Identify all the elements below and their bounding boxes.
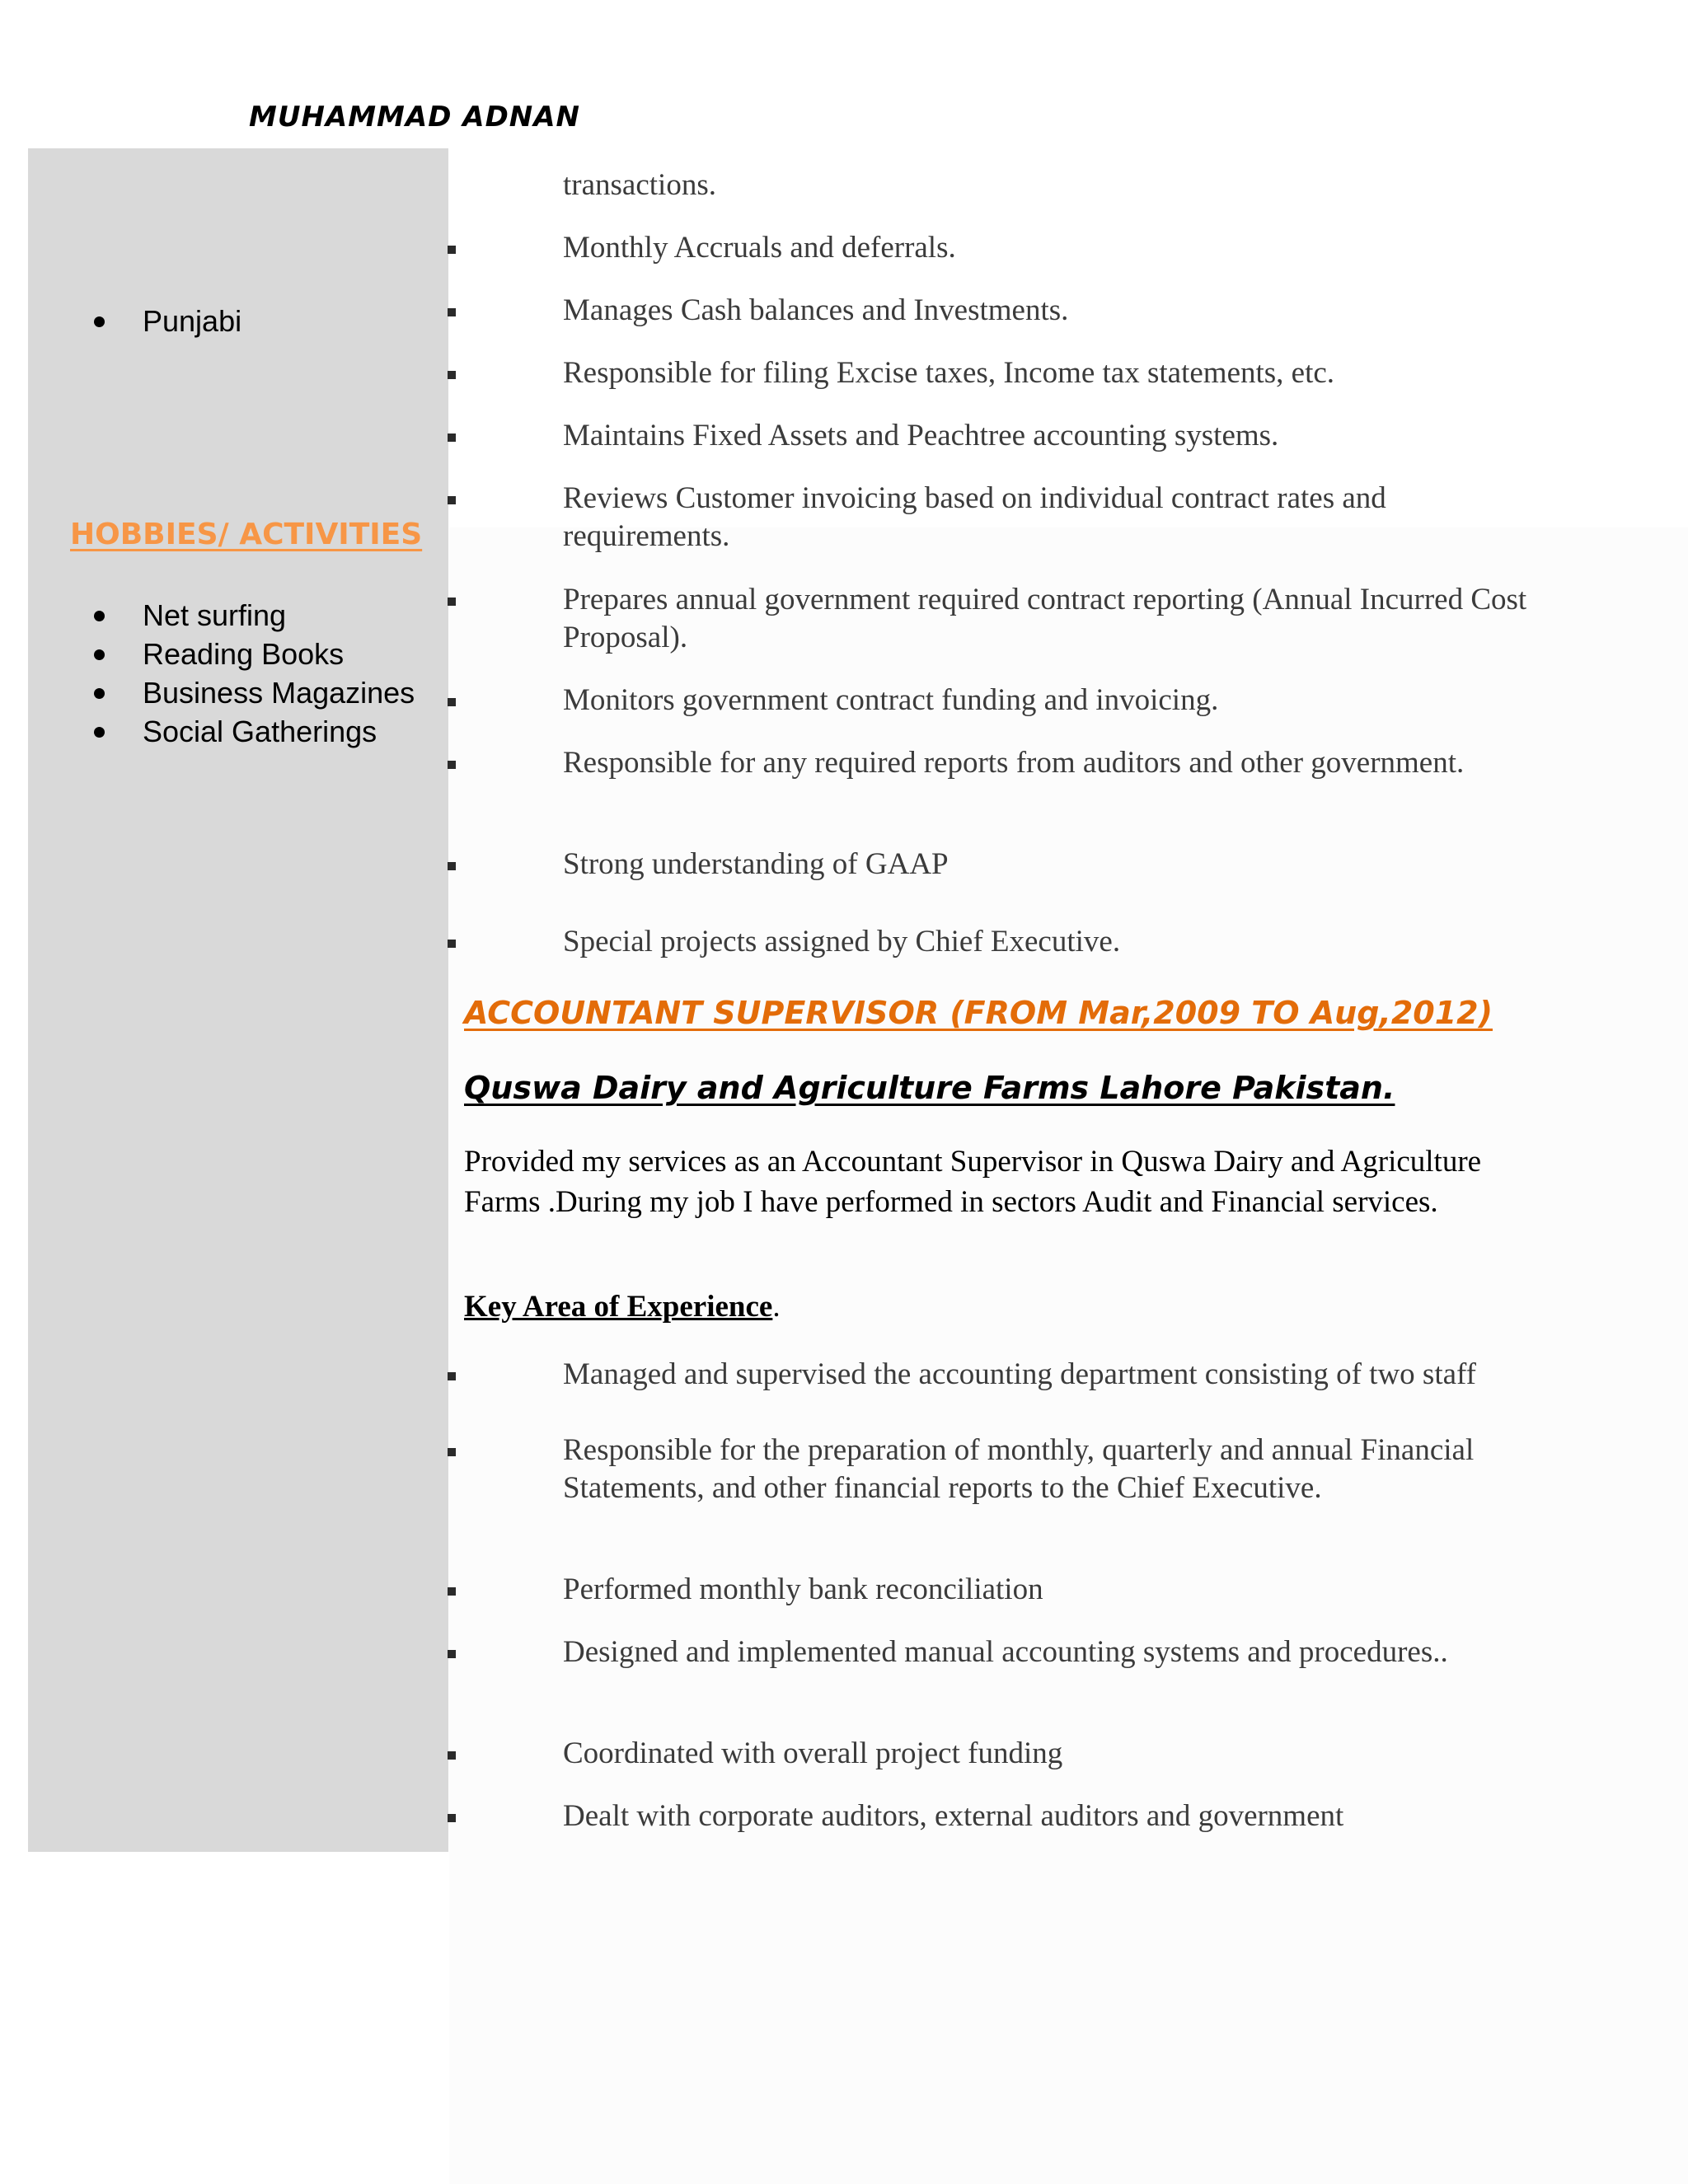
job-title: ACCOUNTANT SUPERVISOR (FROM Mar,2009 TO Aug,2012) bbox=[464, 995, 1493, 1031]
hobby-item bbox=[28, 596, 415, 635]
duty-item bbox=[563, 923, 1536, 961]
square-bullet-icon bbox=[448, 496, 456, 504]
square-bullet-icon bbox=[448, 1751, 456, 1760]
square-bullet-icon bbox=[448, 246, 456, 254]
duty-text: Monthly Accruals and deferrals. bbox=[563, 231, 956, 265]
key-area-heading bbox=[464, 1289, 781, 1324]
duty-item bbox=[563, 229, 1536, 267]
hobby-label: Business Magazines bbox=[143, 676, 415, 710]
duty-text: Reviews Customer invoicing based on individual contract rates and requirements. bbox=[563, 481, 1386, 553]
duty-text: Manages Cash balances and Investments. bbox=[563, 293, 1069, 327]
experience-text: Performed monthly bank reconciliation bbox=[563, 1572, 1043, 1606]
square-bullet-icon bbox=[448, 761, 456, 769]
square-bullet-icon bbox=[448, 1448, 456, 1456]
experience-item bbox=[563, 1571, 1536, 1609]
experience-item bbox=[563, 1797, 1536, 1835]
duty-item bbox=[563, 846, 1536, 883]
experience-text: Coordinated with overall project funding bbox=[563, 1736, 1063, 1770]
hobby-item bbox=[28, 712, 415, 751]
hobby-label: Reading Books bbox=[143, 637, 345, 671]
duty-text: Responsible for filing Excise taxes, Income tax statements, etc. bbox=[563, 356, 1335, 390]
square-bullet-icon bbox=[448, 1814, 456, 1822]
hobbies-heading: HOBBIES/ ACTIVITIES bbox=[70, 518, 423, 551]
bullet-dot-icon bbox=[94, 316, 105, 327]
square-bullet-icon bbox=[448, 698, 456, 706]
square-bullet-icon bbox=[448, 1587, 456, 1596]
duty-text: Strong understanding of GAAP bbox=[563, 847, 949, 881]
experience-text: Dealt with corporate auditors, external auditors and government bbox=[563, 1799, 1344, 1833]
square-bullet-icon bbox=[448, 1372, 456, 1380]
duty-text: Special projects assigned by Chief Executive. bbox=[563, 925, 1121, 958]
experience-item bbox=[563, 1735, 1536, 1773]
hobby-item bbox=[28, 673, 415, 712]
square-bullet-icon bbox=[448, 308, 456, 316]
key-area-suffix: . bbox=[772, 1290, 781, 1324]
duty-item bbox=[563, 682, 1536, 719]
experience-item bbox=[563, 1356, 1536, 1394]
bullet-dot-icon bbox=[94, 688, 105, 699]
experience-text: Managed and supervised the accounting department consisting of two staff bbox=[563, 1357, 1476, 1391]
continued-text: transactions. bbox=[563, 168, 716, 202]
square-bullet-icon bbox=[448, 598, 456, 606]
job-description: Provided my services as an Accountant Supervisor in Quswa Dairy and Agriculture Farms .During my job I have performed in sectors Audit and Financial services. bbox=[464, 1145, 1482, 1219]
duty-text: Responsible for any required reports from auditors and other government. bbox=[563, 746, 1465, 780]
bullet-dot-icon bbox=[94, 611, 105, 621]
square-bullet-icon bbox=[448, 862, 456, 870]
square-bullet-icon bbox=[448, 940, 456, 948]
duty-item bbox=[563, 354, 1536, 392]
experience-item bbox=[563, 1633, 1536, 1671]
bullet-dot-icon bbox=[94, 649, 105, 660]
hobby-item bbox=[28, 635, 415, 673]
company-name: Quswa Dairy and Agriculture Farms Lahore Pakistan. bbox=[464, 1070, 1395, 1106]
hobby-label: Net surfing bbox=[143, 598, 287, 632]
duty-item bbox=[563, 581, 1536, 657]
candidate-name: MUHAMMAD ADNAN bbox=[249, 101, 581, 134]
duty-item bbox=[563, 480, 1536, 555]
hobby-label: Social Gatherings bbox=[143, 715, 377, 748]
duty-text: Prepares annual government required contract reporting (Annual Incurred Cost Proposal). bbox=[563, 583, 1527, 654]
duty-item bbox=[563, 744, 1536, 782]
hobbies-list bbox=[28, 596, 415, 751]
sidebar bbox=[28, 148, 448, 1852]
square-bullet-icon bbox=[448, 371, 456, 379]
duty-item bbox=[563, 417, 1536, 455]
experience-text: Responsible for the preparation of monthly, quarterly and annual Financial Statements, and other financial reports to the Chief Executive. bbox=[563, 1433, 1475, 1505]
duty-text: Monitors government contract funding and invoicing. bbox=[563, 683, 1219, 717]
duty-text: Maintains Fixed Assets and Peachtree accounting systems. bbox=[563, 419, 1279, 452]
language-label: Punjabi bbox=[143, 304, 242, 338]
experience-item bbox=[563, 1432, 1536, 1507]
bullet-dot-icon bbox=[94, 727, 105, 738]
duty-item bbox=[563, 292, 1536, 330]
square-bullet-icon bbox=[448, 434, 456, 442]
key-area-label: Key Area of Experience bbox=[464, 1290, 773, 1324]
languages-list bbox=[28, 302, 241, 340]
language-item bbox=[28, 302, 241, 340]
experience-text: Designed and implemented manual accounting systems and procedures.. bbox=[563, 1635, 1448, 1669]
square-bullet-icon bbox=[448, 1650, 456, 1658]
